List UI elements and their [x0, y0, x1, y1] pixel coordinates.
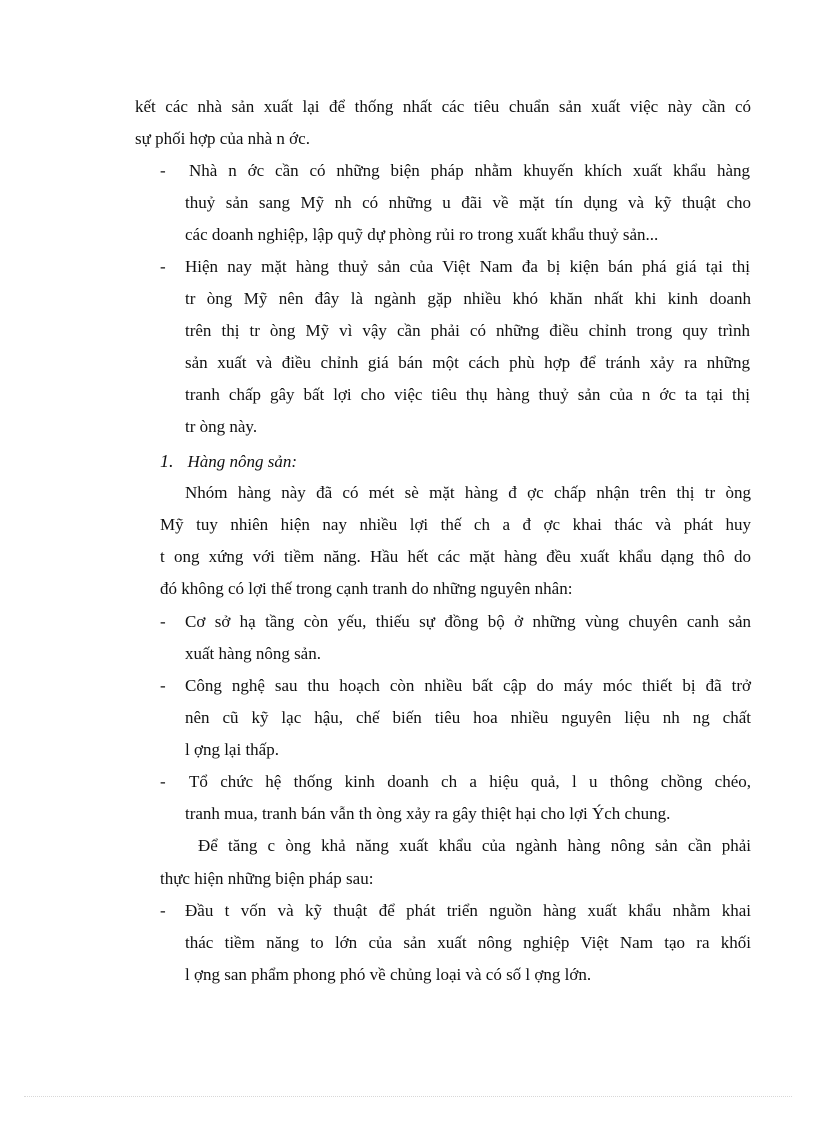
bullet-text-line: trên thị tr òng Mỹ vì vậy cần phải có những điều chỉnh trong quy trình [185, 321, 750, 340]
bullet-text-line: nên cũ kỹ lạc hậu, chế biến tiêu hoa nhiều nguyên liệu nh ng chất [185, 708, 751, 727]
body-text-line: Mỹ tuy nhiên hiện nay nhiều lợi thế ch a đ ợc khai thác và phát huy [160, 515, 751, 534]
body-text-line: sự phối hợp của nhà n ớc. [135, 129, 310, 148]
bullet-text-line: tr òng này. [185, 417, 258, 436]
bullet-text-line: l ợng lại thấp. [185, 740, 279, 759]
bullet-text-line: sản xuất và điều chỉnh giá bán một cách phù hợp để tránh xảy ra những [185, 353, 750, 372]
body-text-line: đó không có lợi thế trong cạnh tranh do những nguyên nhân: [160, 579, 573, 598]
body-text-line: t ong xứng với tiềm năng. Hầu hết các mặt hàng đều xuất khẩu dạng thô do [160, 547, 751, 566]
bullet-text-line: thuỷ sản sang Mỹ nh có những u đãi về mặt tín dụng và kỹ thuật cho [185, 193, 751, 212]
body-text-line: kết các nhà sản xuất lại để thống nhất các tiêu chuẩn sản xuất việc này cần có [135, 97, 751, 116]
bullet-text-line: Hiện nay mặt hàng thuỷ sản của Việt Nam đa bị kiện bán phá giá tại thị [185, 257, 750, 276]
bullet-text-line: tranh mua, tranh bán vẫn th òng xảy ra gây thiệt hại cho lợi Ých chung. [185, 804, 671, 823]
page-footer-divider [24, 1096, 792, 1097]
bullet-text-line: Đầu t vốn và kỹ thuật để phát triển nguồn hàng xuất khẩu nhằm khai [185, 901, 751, 920]
bullet-text-line: l ợng san phẩm phong phó về chủng loại và có số l ợng lớn. [185, 965, 592, 984]
bullet-text-line: Nhà n ớc cần có những biện pháp nhằm khuyến khích xuất khẩu hàng [189, 161, 750, 180]
bullet-text-line: thác tiềm năng to lớn của sản xuất nông nghiệp Việt Nam tạo ra khối [185, 933, 751, 952]
body-text-line: Nhóm hàng này đã có mét sè mặt hàng đ ợc chấp nhận trên thị tr òng [185, 483, 751, 502]
bullet-dash: - [160, 257, 166, 276]
bullet-text-line: xuất hàng nông sản. [185, 644, 321, 663]
bullet-text-line: tr òng Mỹ nên đây là ngành gặp nhiều khó khăn nhất khi kinh doanh [185, 289, 751, 308]
body-text-line: Để tăng c òng khả năng xuất khẩu của ngành hàng nông sản cần phải [198, 836, 751, 855]
bullet-text-line: Cơ sở hạ tầng còn yếu, thiếu sự đồng bộ ở những vùng chuyên canh sản [185, 612, 751, 631]
bullet-dash: - [160, 676, 166, 695]
section-number: 1. [160, 451, 174, 471]
bullet-text-line: tranh chấp gây bất lợi cho việc tiêu thụ hàng thuỷ sản của n ớc ta tại thị [185, 385, 750, 404]
section-heading [160, 451, 297, 472]
bullet-dash: - [160, 161, 166, 180]
body-text-line: thực hiện những biện pháp sau: [160, 869, 374, 888]
bullet-dash: - [160, 772, 166, 791]
section-title: Hàng nông sản: [187, 452, 298, 471]
bullet-text-line: các doanh nghiệp, lập quỹ dự phòng rủi ro trong xuất khẩu thuỷ sản... [185, 225, 659, 244]
bullet-dash: - [160, 612, 166, 631]
bullet-dash: - [160, 901, 166, 920]
bullet-text-line: Tổ chức hệ thống kinh doanh ch a hiệu quả, l u thông chồng chéo, [189, 772, 751, 791]
bullet-text-line: Công nghệ sau thu hoạch còn nhiều bất cập do máy móc thiết bị đã trở [185, 676, 751, 695]
